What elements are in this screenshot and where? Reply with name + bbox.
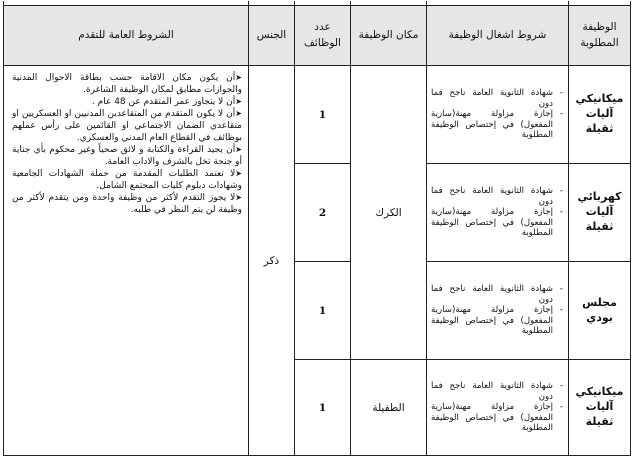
general-conditions bbox=[4, 66, 249, 456]
arrow-icon: ➤ bbox=[235, 73, 242, 82]
location-cell: الكرك bbox=[351, 66, 427, 360]
arrow-icon: ➤ bbox=[235, 108, 242, 118]
gender-cell: ذكر bbox=[249, 66, 295, 456]
job-title: ميكانيكي آليات ثقيلة bbox=[569, 360, 631, 456]
condition-item: - شهادة الثانوية العامة ناجح فما دون bbox=[431, 186, 553, 207]
condition-item: - شهادة الثانوية العامة ناجح فما دون bbox=[431, 88, 553, 109]
jobs-table bbox=[3, 1, 631, 456]
header-job-conditions: شروط اشغال الوظيفة bbox=[427, 6, 569, 66]
condition-item: - شهادة الثانوية العامة ناجح فما دون bbox=[431, 381, 553, 402]
general-condition-item: ➤أن يكون مكان الاقامة حسب بطاقة الاحوال المدنية والجوازات مطابق لمكان الوظيفة الشاغرة. bbox=[12, 73, 242, 95]
header-job: الوظيفة المطلوبة bbox=[569, 6, 631, 66]
job-conditions bbox=[427, 360, 569, 456]
header-row bbox=[4, 6, 631, 66]
general-condition-item: ➤أن لا يتجاوز عمر المتقدم عن 48 عام . bbox=[91, 96, 242, 107]
job-conditions bbox=[427, 262, 569, 360]
general-condition-item: ➤أن يجيد القراءة والكتابة و لائق صحياً وغير محكوم بأي جناية أو جنحة تخل بالشرف والاداب العامة. bbox=[12, 144, 242, 167]
arrow-icon: ➤ bbox=[235, 168, 242, 178]
job-count: 1 bbox=[295, 262, 351, 360]
general-condition-item: ➤أن لا يكون المتقدم من المتقاعدين المدنيين او العسكريين او متقاعدي الضمان الاجتماعي او القائمين على رأس عملهم بوظائف في القطاع العام المدني والعسكري. bbox=[12, 108, 242, 143]
general-condition-item: ➤لا تعتمد الطلبات المقدمة من حملة الشهادات الجامعية وشهادات دبلوم كليات المجتمع الشامل. bbox=[12, 168, 242, 191]
job-conditions bbox=[427, 164, 569, 262]
header-gender: الجنس bbox=[249, 6, 295, 66]
job-title: مجلس بودي bbox=[569, 262, 631, 360]
header-count: عدد الوظائف bbox=[295, 6, 351, 66]
general-condition-item: ➤لا يجوز التقدم لأكثر من وظيفة واحدة ومن يتقدم لأكثر من وظيفة لن يتم النظر في طلبه. bbox=[12, 192, 242, 215]
condition-item: - إجازة مزاولة مهنة(سارية المفعول) في إختصاص الوظيفة المطلوبة bbox=[431, 402, 553, 433]
arrow-icon: ➤ bbox=[235, 144, 242, 154]
job-count: 2 bbox=[295, 164, 351, 262]
job-conditions bbox=[427, 66, 569, 164]
header-general-conditions: الشروط العامة للتقدم bbox=[4, 6, 249, 66]
job-title: كهربائي آليات ثقيلة bbox=[569, 164, 631, 262]
job-title: ميكانيكي آليات ثقيلة bbox=[569, 66, 631, 164]
job-count: 1 bbox=[295, 360, 351, 456]
condition-item: - إجازة مزاولة مهنة(سارية المفعول) في إختصاص الوظيفة المطلوبة bbox=[431, 305, 553, 336]
arrow-icon: ➤ bbox=[235, 96, 242, 106]
condition-item: - إجازة مزاولة مهنة(سارية المفعول) في إختصاص الوظيفة المطلوبة bbox=[431, 109, 553, 140]
arrow-icon: ➤ bbox=[235, 192, 242, 202]
location-cell: الطفيلة bbox=[351, 360, 427, 456]
job-count: 1 bbox=[295, 66, 351, 164]
condition-item: - إجازة مزاولة مهنة(سارية المفعول) في إختصاص الوظيفة المطلوبة bbox=[431, 207, 553, 238]
header-location: مكان الوظيفة bbox=[351, 6, 427, 66]
table-row bbox=[4, 66, 631, 164]
condition-item: - شهادة الثانوية العامة ناجح فما دون bbox=[431, 284, 553, 305]
